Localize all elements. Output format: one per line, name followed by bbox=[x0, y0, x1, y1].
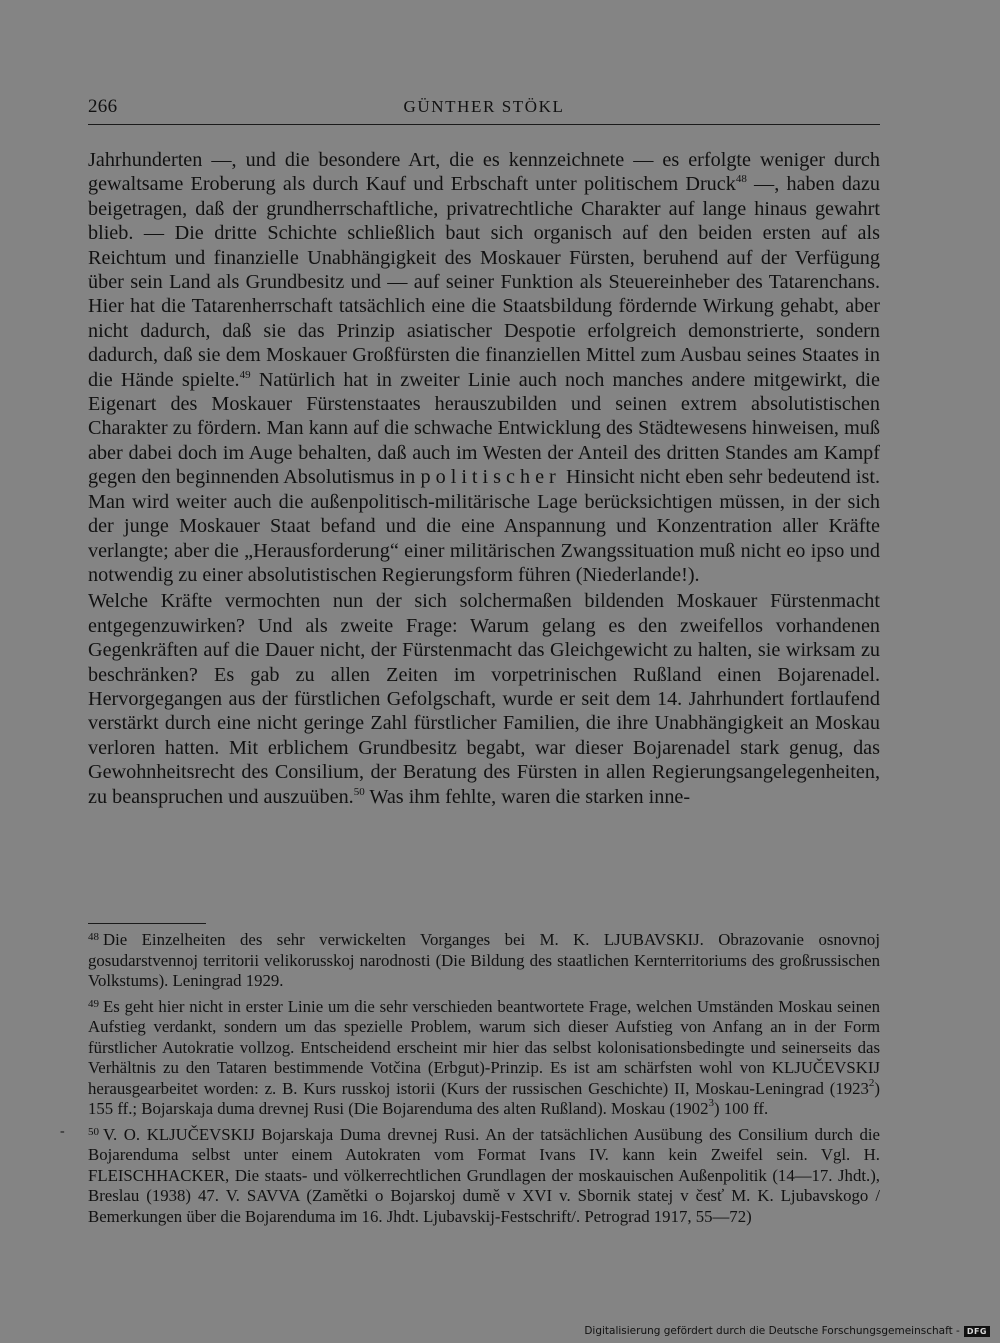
footnote-text: V. O. KLJUČEVSKIJ Bojarskaja Duma drevnej Rusi. An der tatsächlichen Ausübung des Consilium durch die Bojarenduma selbst unter einem Autokraten vom Format Ivans IV. kann kein Zweifel sein. Vgl. H. FLEISCHHACKER, Die staats- und völkerrechtlichen Grundlagen der moskauischen Außenpolitik (14—17. Jhdt.), Breslau (1938) 47. V. SAVVA (Zamětki o Bojarskoj dumě v XVI v. Sbornik statej v česť M. K. Ljubavskogo / Bemerkungen über die Bojarenduma im 16. Jhdt. Ljubavskij-Festschrift/. Petrograd 1917, 55—72) bbox=[88, 1124, 880, 1226]
p2-text-b: Was ihm fehlte, waren die starken inne- bbox=[364, 785, 691, 808]
footnote-ref-48[interactable]: 48 bbox=[735, 173, 747, 186]
footnote-number: 48 bbox=[88, 931, 99, 943]
page-number: 266 bbox=[88, 96, 118, 117]
footnote-49 bbox=[88, 997, 880, 1120]
footnote-number: 50 bbox=[88, 1125, 99, 1138]
body-text bbox=[88, 148, 880, 809]
footnote-text: Die Einzelheiten des sehr verwickelten Vorganges bei M. K. LJUBAVSKIJ. Obrazovanie osnovnoj gosudarstvennoj territorii velikorusskoj narodnosti (Die Bildung des staatlichen Kernterritoriums des großrussischen Volkstums). Leningrad 1929. bbox=[88, 930, 880, 990]
running-head: GÜNTHER STÖKL bbox=[403, 97, 565, 116]
dfg-logo: DFG bbox=[964, 1326, 990, 1337]
footnote-48 bbox=[88, 930, 880, 992]
margin-mark: - bbox=[60, 1124, 65, 1139]
edition-superscript: 3 bbox=[708, 1097, 714, 1109]
footnote-ref-50[interactable]: 50 bbox=[353, 785, 365, 798]
footnote-50 bbox=[88, 1125, 880, 1228]
paragraph-2 bbox=[88, 589, 880, 809]
spaced-emphasis: politischer bbox=[420, 466, 561, 489]
footnote-text-b: ) 155 ff.; Bojarskaja duma drevnej Rusi (Die Bojarenduma des alten Rußland). Moskau (1902 bbox=[88, 1078, 880, 1118]
page-header bbox=[88, 96, 880, 125]
credit-text: Digitalisierung gefördert durch die Deutsche Forschungsgemeinschaft - bbox=[584, 1325, 960, 1337]
footnote-number: 49 bbox=[88, 997, 99, 1010]
footnote-ref-49[interactable]: 49 bbox=[239, 368, 251, 381]
footnote-text-c: ) 100 ff. bbox=[713, 1099, 769, 1118]
footnotes bbox=[88, 930, 880, 1232]
p1-text-a: Jahrhunderten —, und die besondere Art, die es kennzeichnete — es erfolgte weniger durch gewaltsame Eroberung als durch Kauf und Erbschaft unter politischem Druck bbox=[88, 149, 880, 196]
p2-text-a: Welche Kräfte vermochten nun der sich solchermaßen bildenden Moskauer Fürstenmacht entgegenzuwirken? Und als zweite Frage: Warum gelang es den zweifellos vorhandenen Gegenkräften auf die Dauer nicht, der Fürstenmacht das Gleichgewicht zu halten, sie wirksam zu beschränken? Es gab zu allen Zeiten im vorpetrinischen Rußland einen Bojarenadel. Hervorgegangen aus der fürstlichen Gefolgschaft, wurde er seit dem 14. Jahrhundert fortlaufend verstärkt durch eine nicht geringe Zahl fürstlicher Familien, die ihre Unabhängigkeit an Moskau verloren hatten. Mit erblichem Grundbesitz begabt, war dieser Bojarenadel stark genug, das Gewohnheitsrecht des Consilium, der Beratung des Fürsten in allen Regierungsangelegenheiten, zu beanspruchen und auszuüben. bbox=[88, 590, 880, 808]
digitization-credit bbox=[584, 1325, 990, 1337]
footnote-divider bbox=[88, 923, 206, 924]
edition-superscript: 2 bbox=[868, 1076, 875, 1089]
p1-text-b: —, haben dazu beigetragen, daß der grundherrschaftliche, privatrechtliche Charakter auf lange hinaus gewahrt blieb. — Die dritte Schichte schließlich baut sich organisch auf den beiden ersten auf als Reichtum und finanzielle Unabhängigkeit des Moskauer Fürsten, beruhend auf der Verfügung über sein Land als Grundbesitz und — auf seiner Funktion als Steuereinheber des Tatarenchans. Hier hat die Tatarenherrschaft tatsächlich eine die Staatsbildung fördernde Wirkung gehabt, aber nicht dadurch, daß sie das Prinzip asiatischer Despotie erfolgreich demonstrierte, sondern dadurch, daß sie dem Moskauer Großfürsten die finanziellen Mittel zum Ausbau seines Staates in die Hände spielte. bbox=[88, 173, 881, 391]
footnote-text-a: Es geht hier nicht in erster Linie um die sehr verschieden beantwortete Frage, welchen Umständen Moskau seinen Aufstieg verdankt, sondern um das spezielle Problem, warum sich dieser Aufstieg von Anfang an in der Form fürstlicher Autokratie vollzog. Entscheidend erscheint mir hier das selbst kolonisationsbedingte und seinerseits das Verhältnis zu den Tataren bestimmende Votčina (Erbgut)-Prinzip. Es ist am schärfsten wohl von KLJUČEVSKIJ herausgearbeitet worden: z. B. Kurs russkoj istorii (Kurs der russischen Geschichte) II, Moskau-Leningrad (1923 bbox=[88, 996, 880, 1098]
paragraph-1 bbox=[88, 148, 880, 587]
p1-text-c: Natürlich hat in zweiter Linie auch noch manches andere mitgewirkt, die Eigenart des Moskauer Fürstenstaates herauszubilden und seinen extrem absolutistischen Charakter zu fördern. Man kann auf die schwache Entwicklung des Städtewesens hinweisen, muß aber dabei doch im Auge behalten, daß auch im Westen der Anteil des dritten Standes am Kampf gegen den beginnenden Absolutismus in bbox=[88, 368, 880, 489]
p1-text-d: Hinsicht nicht eben sehr bedeutend ist. Man wird weiter auch die außenpolitisch-militärische Lage berücksichtigen müssen, in der sich der junge Moskauer Staat befand und die eine Anspannung und Konzentration aller Kräfte verlangte; aber die „Herausforderung“ einer militärischen Zwangssituation muß nicht eo ipso und notwendig zu einer absolutistischen Regierungsform führen (Niederlande!). bbox=[88, 466, 881, 586]
